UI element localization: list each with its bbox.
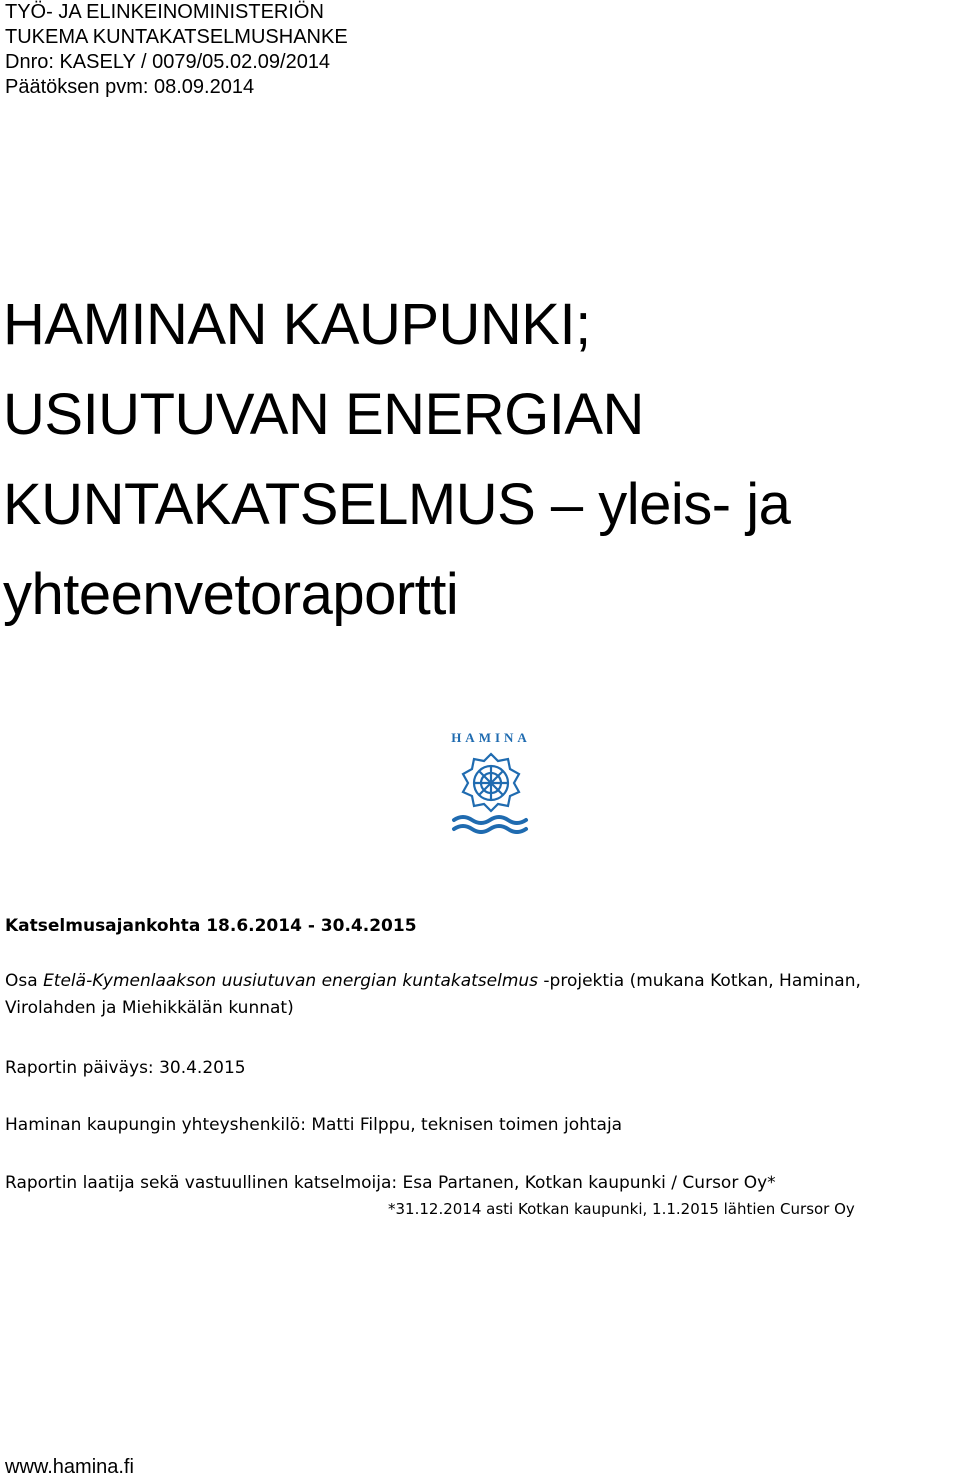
reference-number: Dnro: KASELY / 0079/05.02.09/2014 xyxy=(5,51,331,73)
project-suffix: -projektia (mukana Kotkan, Haminan, Virolahden ja Miehikkälän kunnat) xyxy=(5,971,861,1018)
project-prefix: Osa xyxy=(5,971,44,991)
document-header xyxy=(5,0,348,100)
author-footnote: *31.12.2014 asti Kotkan kaupunki, 1.1.2015 lähtien Cursor Oy xyxy=(388,1200,855,1218)
inspection-period: Katselmusajankohta 18.6.2014 - 30.4.2015 xyxy=(5,916,417,936)
report-author: Raportin laatija sekä vastuullinen katselmoija: Esa Partanen, Kotkan kaupunki / Cursor Oy* xyxy=(5,1173,776,1193)
report-date: Raportin päiväys: 30.4.2015 xyxy=(5,1058,246,1078)
title-line-4: yhteenvetoraportti xyxy=(3,562,459,627)
title-line-1: HAMINAN KAUPUNKI; xyxy=(3,292,591,357)
contact-person: Haminan kaupungin yhteyshenkilö: Matti Filppu, teknisen toimen johtaja xyxy=(5,1115,623,1135)
project-name: Etelä-Kymenlaakson uusiutuvan energian kuntakatselmus xyxy=(43,971,539,991)
hamina-coat-of-arms-icon xyxy=(446,728,536,834)
ministry-line: TYÖ- JA ELINKEINOMINISTERIÖN xyxy=(5,1,324,23)
report-title xyxy=(3,280,790,640)
title-line-2: USIUTUVAN ENERGIAN xyxy=(3,382,644,447)
hamina-logo xyxy=(446,728,536,834)
project-line: TUKEMA KUNTAKATSELMUSHANKE xyxy=(5,26,348,48)
title-line-3: KUNTAKATSELMUS – yleis- ja xyxy=(3,472,791,537)
logo-text: HAMINA xyxy=(451,730,531,745)
website-link[interactable]: www.hamina.fi xyxy=(5,1456,134,1478)
decision-date: Päätöksen pvm: 08.09.2014 xyxy=(5,76,255,98)
project-description xyxy=(5,968,955,1022)
